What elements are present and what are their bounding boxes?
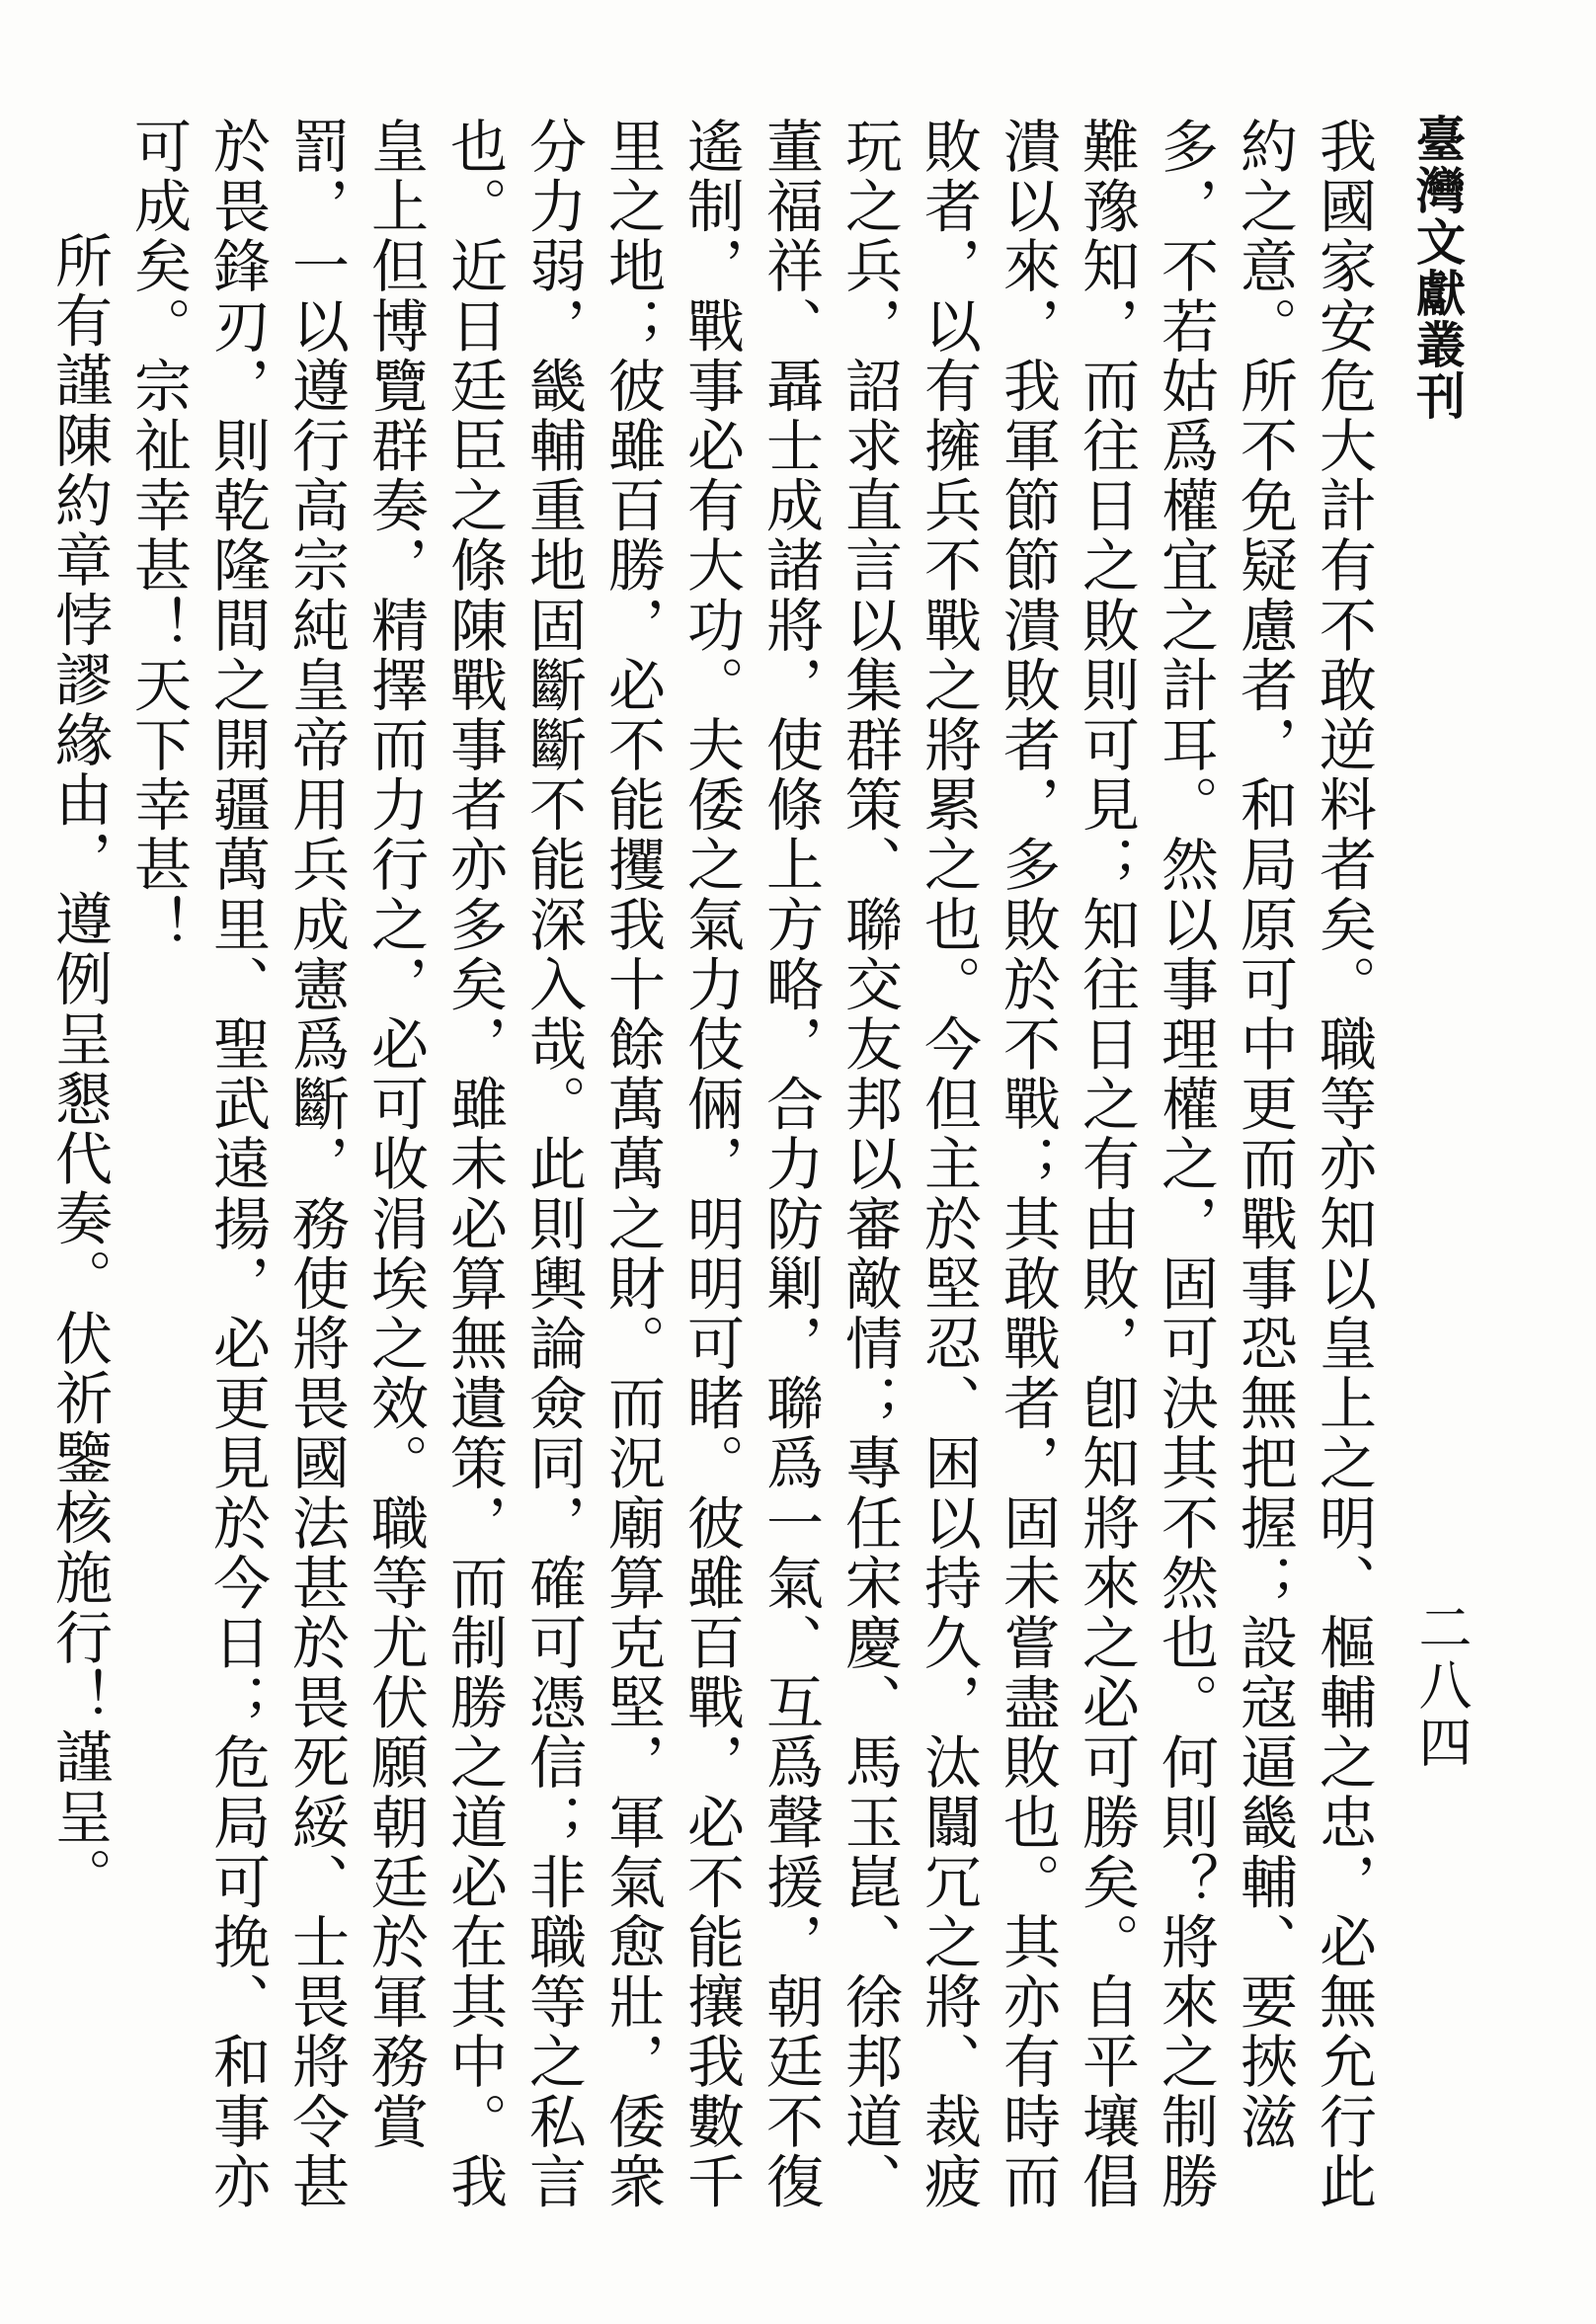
memorial-paragraph: 我國家安危大計有不敢逆料者矣。職等亦知以皇上之明、樞輔之忠，必無允行此約之意。所不免疑慮者，和局原可中更而戰事恐無把握；設寇逼畿輔、要挾滋多，不若姑爲權宜之計耳。然以事理權之，固可決其不然也。何則？將來之制勝難豫知，而往日之敗則可見；知往日之有由敗，卽知將來之必可勝矣。自平壤倡潰以來，我軍節節潰敗者，多敗於不戰；其敢戰者，固未嘗盡敗也。其亦有時而敗者，以有擁兵不戰之將累之也。今但主於堅忍、困以持久，汰闒冗之將、裁疲玩之兵，詔求直言以集群策、聯交友邦以審敵情；專任宋慶、馬玉崑、徐邦道、董福祥、聶士成諸將，使條上方略，合力防剿，聯爲一氣、互爲聲援，朝廷不復遙制，戰事必有大功。夫倭之氣力伎倆，明明可睹。彼雖百戰，必不能攘我數千里之地；彼雖百勝，必不能攫我十餘萬萬之財。而況廟算克堅，軍氣愈壯，倭衆分力弱，畿輔重地固斷斷不能深入哉。此則輿論僉同，確可憑信；非職等之私言也。近日廷臣之條陳戰事者亦多矣，雖未必算無遺策，而制勝之道必在其中。我皇上但博覽群奏，精擇而力行之，必可收涓埃之效。職等尤伏願朝廷於軍務賞罰，一以遵行高宗純皇帝用兵成憲爲斷，務使將畏國法甚於畏死綏、士畏將令甚於畏鋒刃，則乾隆間之開疆萬里、聖武遠揚，必更見於今日；危局可挽、和事亦可成矣。宗祉幸甚！天下幸甚！ bbox=[124, 117, 1377, 2211]
page-number: 二八四 bbox=[1410, 1600, 1473, 1772]
closing-paragraph: 所有謹陳約章悖謬緣由，遵例呈懇代奏。伏祈鑒核施行！謹呈。 bbox=[45, 231, 113, 1907]
body-text bbox=[45, 117, 1383, 2250]
book-series-title: 臺灣文獻叢刊 bbox=[1408, 114, 1467, 422]
